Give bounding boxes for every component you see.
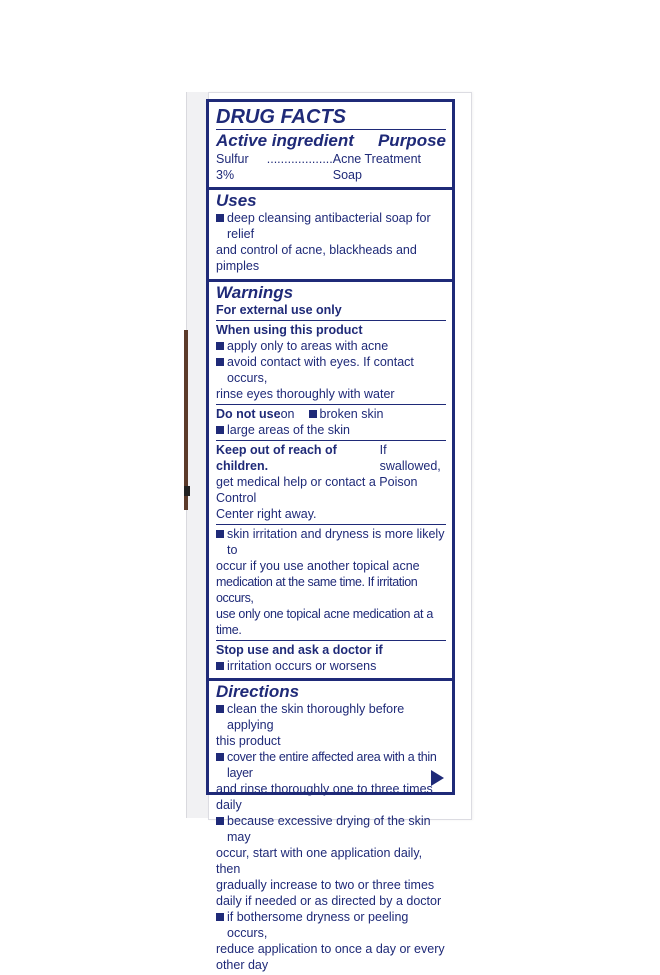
external-use-text: For external use only [216,303,342,317]
list-item-continued: occur, start with one application daily, then [216,846,423,876]
bullet-icon [216,358,224,366]
list-item-continued: daily if needed or as directed by a doctor [216,894,442,908]
ingredient-purpose: Acne Treatment Soap [332,152,422,182]
uses-section [209,187,452,276]
stop-use-heading: Stop use and ask a doctor if [216,643,383,657]
bullet-icon [309,410,317,418]
list-item-continued: reduce application to once a day or every [216,942,445,956]
keep-out-line1: Keep out of reach of children. If swallowed, [216,443,441,473]
bullet-icon [216,530,224,538]
when-using-subsection [216,320,446,402]
bullet-icon [216,662,224,670]
list-item-continued: medication at the same time. If irritation occurs, [216,575,418,605]
bullet-icon [216,214,224,222]
drug-facts-title: DRUG FACTS [216,106,346,128]
irritation-subsection [216,524,446,638]
stop-use-subsection [216,640,446,674]
bullet-icon [216,913,224,921]
drug-facts-panel [206,99,455,972]
list-item: skin irritation and dryness is more likely to [216,526,446,558]
ingredient-row [216,151,446,183]
list-item: apply only to areas with acne [216,338,446,354]
ingredient-dots: ................... [266,152,333,166]
list-item-continued: and rinse thoroughly one to three times daily [216,782,433,812]
bullet-icon [216,817,224,825]
list-item: deep cleansing antibacterial soap for relief [216,210,446,242]
active-ingredient-section [216,129,446,183]
list-item: if bothersome dryness or peeling occurs, [216,909,446,941]
directions-heading: Directions [216,682,300,701]
keep-out-subsection [216,440,446,522]
directions-section [209,678,452,975]
list-item: clean the skin thoroughly before applying [216,701,446,733]
box-edge-mark-small [184,486,190,496]
bullet-icon [216,426,224,434]
list-item-continued: other day [216,958,269,972]
list-item-continued: and control of acne, blackheads and pimples [216,243,417,273]
warnings-section [209,279,452,676]
list-item: avoid contact with eyes. If contact occurs, [216,354,446,386]
bullet-icon [216,342,224,350]
list-item: irritation occurs or worsens [216,658,446,674]
list-item: large areas of the skin [216,422,446,438]
list-item-continued: gradually increase to two or three times [216,878,435,892]
ingredient-name: Sulfur 3% [216,152,249,182]
box-edge-mark [184,330,188,510]
do-not-use-row: Do not use on broken skin [216,407,384,421]
keep-out-line2: get medical help or contact a Poison Control [216,475,418,505]
list-item-continued: occur if you use another topical acne [216,559,420,573]
uses-heading: Uses [216,191,257,210]
bullet-icon [216,753,224,761]
list-item: cover the entire affected area with a thin layer [216,749,446,781]
warnings-heading: Warnings [216,283,294,302]
list-item: because excessive drying of the skin may [216,813,446,845]
list-item-continued: use only one topical acne medication at a time. [216,607,434,637]
active-ingredient-heading: Active ingredient [216,131,354,150]
when-using-heading: When using this product [216,323,363,337]
bullet-icon [216,705,224,713]
purpose-heading: Purpose [377,131,446,150]
list-item-continued: this product [216,734,281,748]
do-not-use-label: Do not use [216,407,281,421]
continue-arrow-icon [431,770,444,786]
do-not-use-subsection [216,404,446,438]
list-item-continued: rinse eyes thoroughly with water [216,387,395,401]
keep-out-line3: Center right away. [216,507,317,521]
